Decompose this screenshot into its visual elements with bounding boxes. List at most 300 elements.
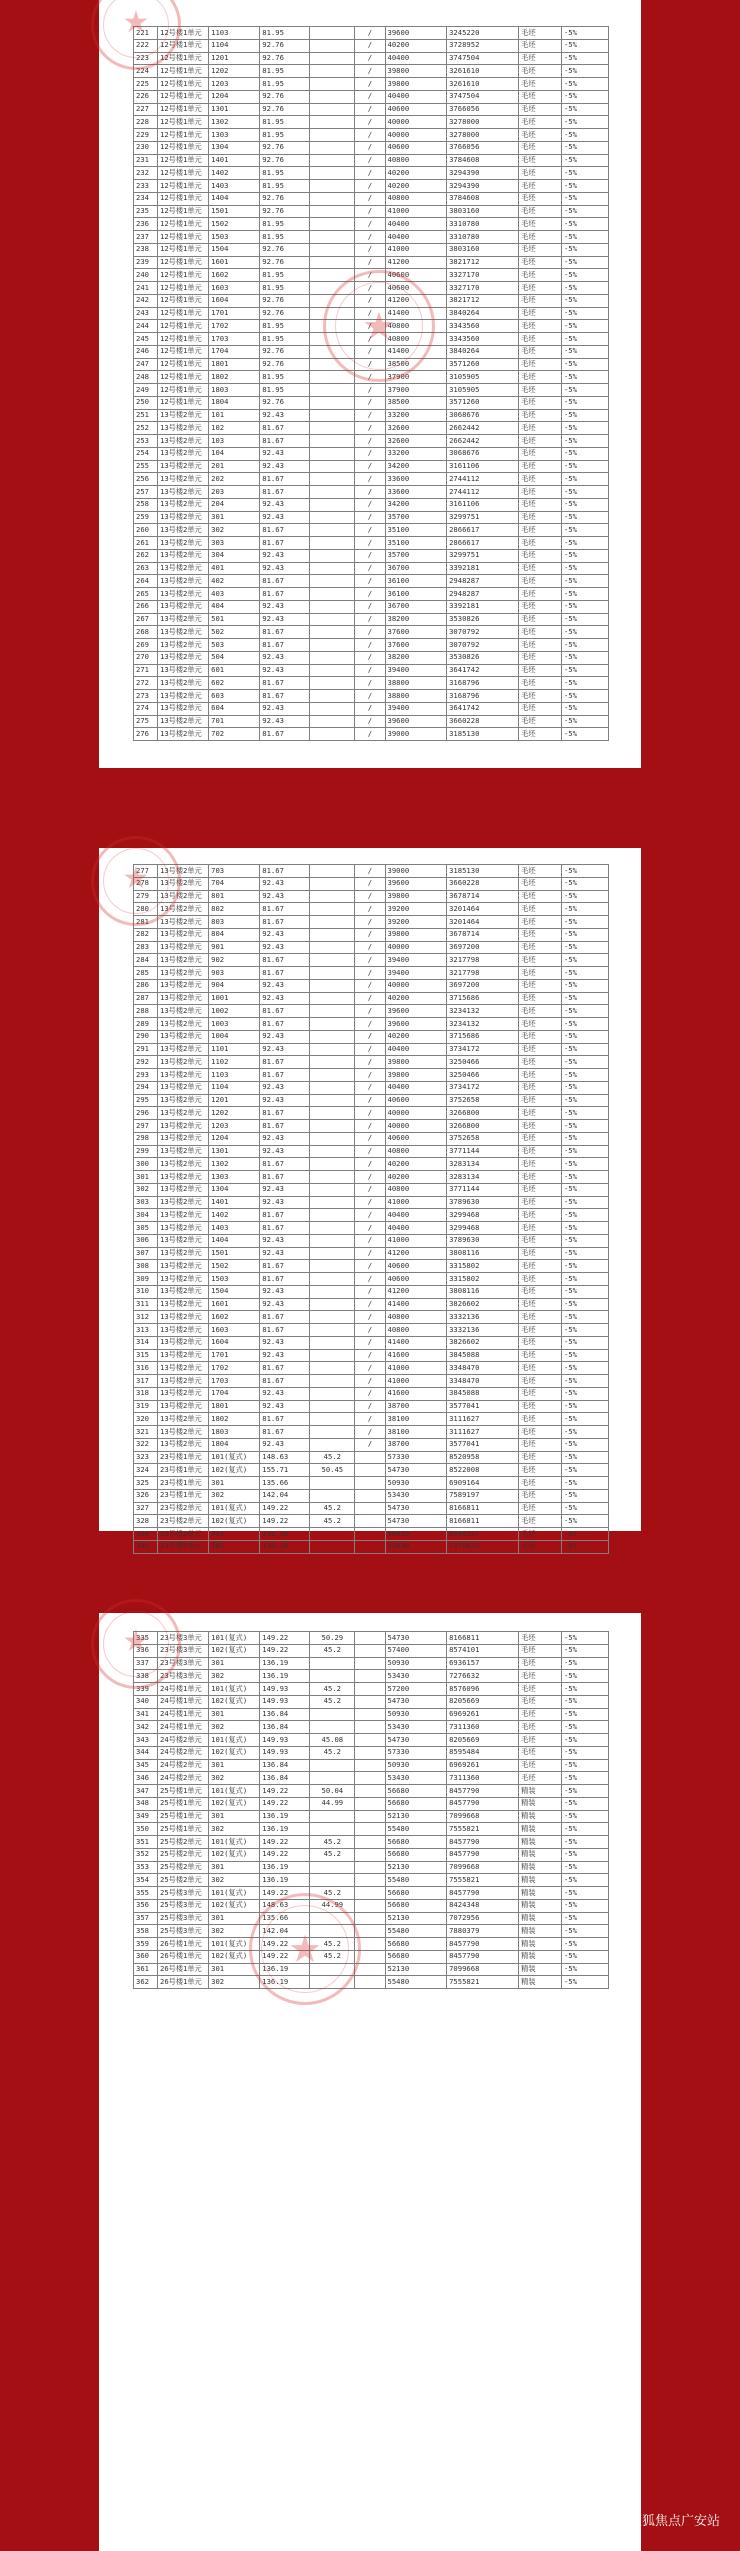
table-cell: /	[355, 205, 385, 218]
table-cell: 149.93	[260, 1746, 310, 1759]
table-cell: 8166811	[447, 1632, 519, 1645]
table-cell: /	[355, 1260, 385, 1273]
table-cell: -5%	[561, 1132, 608, 1145]
table-cell: 毛坯	[519, 690, 562, 703]
table-cell: 155.71	[260, 1464, 310, 1477]
table-row	[134, 1387, 609, 1400]
table-cell: 92.43	[260, 702, 310, 715]
table-cell: -5%	[561, 664, 608, 677]
table-cell: 36100	[385, 588, 447, 601]
table-cell: 3161106	[447, 498, 519, 511]
table-cell	[310, 954, 355, 967]
table-cell: 毛坯	[519, 979, 562, 992]
table-cell: 13号楼2单元	[158, 1056, 209, 1069]
table-cell: 56680	[385, 1797, 447, 1810]
table-cell: 45.2	[310, 1938, 355, 1951]
table-cell	[310, 941, 355, 954]
table-cell: 12号楼1单元	[158, 167, 209, 180]
table-cell: 毛坯	[519, 1158, 562, 1171]
table-cell: -5%	[561, 1759, 608, 1772]
table-cell: 3641742	[447, 702, 519, 715]
table-cell: 1604	[209, 1336, 260, 1349]
table-cell: 81.67	[260, 537, 310, 550]
table-cell: /	[355, 1273, 385, 1286]
table-row	[134, 1734, 609, 1747]
table-cell: 40600	[385, 1260, 447, 1273]
table-cell: 202	[209, 473, 260, 486]
table-row	[134, 218, 609, 231]
table-cell: -5%	[561, 1018, 608, 1031]
table-cell: 13号楼2单元	[158, 588, 209, 601]
table-cell: 25号楼3单元	[158, 1912, 209, 1925]
table-cell: 39800	[385, 1056, 447, 1069]
table-cell: 101(复式)	[209, 1836, 260, 1849]
table-cell: 39600	[385, 1005, 447, 1018]
table-cell: 7099668	[447, 1861, 519, 1874]
table-cell: 304	[209, 549, 260, 562]
table-cell: 3641742	[447, 664, 519, 677]
table-cell: 41600	[385, 1349, 447, 1362]
table-cell: /	[355, 916, 385, 929]
table-cell: 149.22	[260, 1887, 310, 1900]
table-row	[134, 1081, 609, 1094]
table-cell	[355, 1912, 385, 1925]
table-cell: 12号楼1单元	[158, 218, 209, 231]
table-cell: 55480	[385, 1925, 447, 1938]
table-cell: 毛坯	[519, 588, 562, 601]
table-cell: -5%	[561, 1644, 608, 1657]
table-cell: /	[355, 1387, 385, 1400]
table-cell: 254	[134, 447, 158, 460]
table-cell: 13号楼2单元	[158, 562, 209, 575]
table-cell: 毛坯	[519, 549, 562, 562]
table-cell: 81.67	[260, 954, 310, 967]
table-cell: -5%	[561, 294, 608, 307]
table-row	[134, 371, 609, 384]
table-cell: 13号楼2单元	[158, 1005, 209, 1018]
table-cell: 302	[209, 1772, 260, 1785]
table-row	[134, 473, 609, 486]
table-cell: 24号楼2单元	[158, 1734, 209, 1747]
table-cell: 602	[209, 677, 260, 690]
table-cell	[355, 1489, 385, 1502]
table-row	[134, 141, 609, 154]
table-cell: 92.43	[260, 664, 310, 677]
table-cell: 3840264	[447, 345, 519, 358]
table-cell: 7099668	[447, 1810, 519, 1823]
table-row	[134, 1043, 609, 1056]
table-cell	[310, 626, 355, 639]
table-cell	[310, 1069, 355, 1082]
table-cell: -5%	[561, 460, 608, 473]
table-cell	[310, 1413, 355, 1426]
table-cell: 32600	[385, 435, 447, 448]
table-cell: 8595484	[447, 1746, 519, 1759]
table-row	[134, 1861, 609, 1874]
table-cell: 1301	[209, 103, 260, 116]
table-cell: -5%	[561, 967, 608, 980]
table-cell: 81.67	[260, 575, 310, 588]
table-cell	[310, 1657, 355, 1670]
table-cell: 7880379	[447, 1925, 519, 1938]
table-cell: 40000	[385, 941, 447, 954]
table-cell: 40400	[385, 231, 447, 244]
table-cell: /	[355, 1234, 385, 1247]
table-cell: 35100	[385, 524, 447, 537]
table-cell: 12号楼1单元	[158, 358, 209, 371]
table-cell: 7072956	[447, 1912, 519, 1925]
table-cell: 92.43	[260, 1298, 310, 1311]
table-cell: 13号楼2单元	[158, 1120, 209, 1133]
table-cell: 8457790	[447, 1797, 519, 1810]
table-cell: 40600	[385, 103, 447, 116]
table-cell: 45.2	[310, 1451, 355, 1464]
table-cell: 149.93	[260, 1683, 310, 1696]
table-cell: 52130	[385, 1912, 447, 1925]
table-cell: 3734172	[447, 1043, 519, 1056]
table-row	[134, 979, 609, 992]
table-cell: 92.76	[260, 345, 310, 358]
table-cell: 81.67	[260, 690, 310, 703]
table-cell: 40000	[385, 1120, 447, 1133]
table-cell	[310, 1362, 355, 1375]
table-cell: 3068676	[447, 409, 519, 422]
table-cell	[355, 1810, 385, 1823]
table-cell: 2866617	[447, 524, 519, 537]
table-cell	[310, 1183, 355, 1196]
table-cell: 8576096	[447, 1683, 519, 1696]
table-cell	[310, 877, 355, 890]
table-cell: 301	[209, 511, 260, 524]
table-cell: -5%	[561, 205, 608, 218]
table-cell	[310, 1158, 355, 1171]
table-cell: 230	[134, 141, 158, 154]
table-cell: 136.19	[260, 1657, 310, 1670]
table-cell: 1402	[209, 1209, 260, 1222]
table-cell: 13号楼2单元	[158, 992, 209, 1005]
table-cell: 81.67	[260, 626, 310, 639]
table-cell: -5%	[561, 320, 608, 333]
table-cell: -5%	[561, 78, 608, 91]
table-cell: /	[355, 979, 385, 992]
table-cell: 40000	[385, 129, 447, 142]
table-cell: 319	[134, 1400, 158, 1413]
table-cell: 3234132	[447, 1018, 519, 1031]
table-cell: 246	[134, 345, 158, 358]
table-cell: 毛坯	[519, 1387, 562, 1400]
table-cell: 362	[134, 1976, 158, 1989]
table-cell	[310, 613, 355, 626]
table-cell	[310, 1963, 355, 1976]
table-cell: 1502	[209, 218, 260, 231]
table-cell: 39400	[385, 954, 447, 967]
table-cell: 351	[134, 1836, 158, 1849]
table-cell: -5%	[561, 384, 608, 397]
table-cell: 精装	[519, 1950, 562, 1963]
table-cell	[310, 1107, 355, 1120]
table-cell: 3789630	[447, 1234, 519, 1247]
table-cell: 毛坯	[519, 1528, 562, 1541]
table-cell: 毛坯	[519, 715, 562, 728]
table-cell: 33600	[385, 473, 447, 486]
table-cell: 3392181	[447, 562, 519, 575]
table-cell: 毛坯	[519, 1349, 562, 1362]
table-cell: 92.43	[260, 890, 310, 903]
table-cell: 毛坯	[519, 1260, 562, 1273]
table-cell: 3715686	[447, 992, 519, 1005]
table-cell: /	[355, 992, 385, 1005]
table-cell: 毛坯	[519, 639, 562, 652]
table-cell: 23号楼3单元	[158, 1644, 209, 1657]
table-cell: -5%	[561, 702, 608, 715]
table-row	[134, 1158, 609, 1171]
table-cell: 毛坯	[519, 90, 562, 103]
table-cell: 6969261	[447, 1708, 519, 1721]
table-cell	[310, 1120, 355, 1133]
table-cell: 40800	[385, 1324, 447, 1337]
table-cell: -5%	[561, 345, 608, 358]
table-row	[134, 677, 609, 690]
table-cell: 毛坯	[519, 575, 562, 588]
table-row	[134, 890, 609, 903]
table-cell: 33200	[385, 409, 447, 422]
table-row	[134, 626, 609, 639]
table-cell: 81.67	[260, 1273, 310, 1286]
table-cell: 毛坯	[519, 1145, 562, 1158]
table-cell: -5%	[561, 1362, 608, 1375]
table-cell: 毛坯	[519, 967, 562, 980]
table-cell: 2866617	[447, 537, 519, 550]
table-cell: /	[355, 524, 385, 537]
table-cell	[310, 1285, 355, 1298]
table-row	[134, 1183, 609, 1196]
table-cell	[355, 1976, 385, 1989]
table-cell: /	[355, 129, 385, 142]
table-cell: 81.67	[260, 1426, 310, 1439]
table-row	[134, 396, 609, 409]
table-cell: /	[355, 384, 385, 397]
table-cell: 41000	[385, 1375, 447, 1388]
table-cell	[310, 865, 355, 878]
table-row	[134, 1375, 609, 1388]
table-cell: 307	[134, 1247, 158, 1260]
table-cell	[310, 903, 355, 916]
table-cell: 286	[134, 979, 158, 992]
table-cell: 毛坯	[519, 1120, 562, 1133]
table-cell	[355, 1502, 385, 1515]
table-cell: 毛坯	[519, 498, 562, 511]
table-cell: 23号楼1单元	[158, 1477, 209, 1490]
table-cell: /	[355, 1043, 385, 1056]
table-cell: /	[355, 435, 385, 448]
table-cell: 3332136	[447, 1311, 519, 1324]
table-cell: -5%	[561, 218, 608, 231]
table-cell: 13号楼2单元	[158, 1324, 209, 1337]
table-cell: 248	[134, 371, 158, 384]
table-cell: 2744112	[447, 486, 519, 499]
table-cell: /	[355, 626, 385, 639]
table-cell: -5%	[561, 243, 608, 256]
table-row	[134, 192, 609, 205]
table-cell: 3734172	[447, 1081, 519, 1094]
table-cell: 92.43	[260, 1400, 310, 1413]
table-cell: 3766056	[447, 103, 519, 116]
table-cell: -5%	[561, 180, 608, 193]
table-cell: /	[355, 600, 385, 613]
table-cell: 12号楼1单元	[158, 65, 209, 78]
table-cell: -5%	[561, 1375, 608, 1388]
table-cell	[310, 294, 355, 307]
table-cell: 702	[209, 728, 260, 741]
table-cell: 毛坯	[519, 1708, 562, 1721]
table-row	[134, 27, 609, 40]
table-cell: 毛坯	[519, 447, 562, 460]
table-cell: 41600	[385, 1387, 447, 1400]
table-cell: 1303	[209, 1171, 260, 1184]
table-cell: 81.95	[260, 116, 310, 129]
table-cell: 毛坯	[519, 1069, 562, 1082]
table-cell: 12号楼1单元	[158, 269, 209, 282]
table-cell: 41000	[385, 243, 447, 256]
table-cell: 81.95	[260, 180, 310, 193]
table-cell: 40200	[385, 39, 447, 52]
table-cell: 227	[134, 103, 158, 116]
table-row	[134, 103, 609, 116]
table-cell: /	[355, 1285, 385, 1298]
table-cell: -5%	[561, 992, 608, 1005]
table-cell: 13号楼2单元	[158, 1081, 209, 1094]
table-cell: 1502	[209, 1260, 260, 1273]
table-cell: 53430	[385, 1721, 447, 1734]
table-cell: -5%	[561, 1734, 608, 1747]
table-cell: 315	[134, 1349, 158, 1362]
table-cell: 13号楼2单元	[158, 473, 209, 486]
table-cell: 3283134	[447, 1171, 519, 1184]
table-cell: 7276632	[447, 1670, 519, 1683]
table-cell	[355, 1963, 385, 1976]
table-cell: 2662442	[447, 422, 519, 435]
table-cell: 275	[134, 715, 158, 728]
table-cell: 401	[209, 562, 260, 575]
table-cell: -5%	[561, 1502, 608, 1515]
table-cell: 92.43	[260, 928, 310, 941]
table-cell	[310, 447, 355, 460]
table-cell: 2948287	[447, 588, 519, 601]
table-cell: 3299468	[447, 1222, 519, 1235]
table-cell: 303	[134, 1196, 158, 1209]
table-cell: 803	[209, 916, 260, 929]
table-cell	[355, 1515, 385, 1528]
table-cell: 38200	[385, 651, 447, 664]
table-cell: 40200	[385, 1030, 447, 1043]
table-cell: 13号楼2单元	[158, 422, 209, 435]
table-row	[134, 39, 609, 52]
table-cell: -5%	[561, 1963, 608, 1976]
table-cell: 601	[209, 664, 260, 677]
table-cell: 毛坯	[519, 167, 562, 180]
table-cell: 92.43	[260, 1132, 310, 1145]
table-row	[134, 600, 609, 613]
table-cell: 毛坯	[519, 1772, 562, 1785]
table-cell: 284	[134, 954, 158, 967]
table-cell: 238	[134, 243, 158, 256]
table-cell: 12号楼1单元	[158, 39, 209, 52]
table-row	[134, 651, 609, 664]
table-cell: 288	[134, 1005, 158, 1018]
table-cell: 13号楼2单元	[158, 1030, 209, 1043]
table-cell: 92.76	[260, 294, 310, 307]
table-cell: 7555821	[447, 1976, 519, 1989]
table-cell: 92.43	[260, 1030, 310, 1043]
table-cell: 346	[134, 1772, 158, 1785]
table-cell: /	[355, 141, 385, 154]
table-cell: 13号楼2单元	[158, 447, 209, 460]
table-cell: 50930	[385, 1528, 447, 1541]
table-cell: 13号楼2单元	[158, 1273, 209, 1286]
table-cell: 349	[134, 1810, 158, 1823]
table-cell: 55480	[385, 1823, 447, 1836]
table-cell: 136.84	[260, 1772, 310, 1785]
table-cell: 40800	[385, 154, 447, 167]
table-cell: 301	[209, 1912, 260, 1925]
table-cell: 101(复式)	[209, 1451, 260, 1464]
table-cell: 136.19	[260, 1670, 310, 1683]
table-cell: 毛坯	[519, 1030, 562, 1043]
table-cell: 41400	[385, 345, 447, 358]
table-cell: 136.19	[260, 1874, 310, 1887]
table-row	[134, 1746, 609, 1759]
table-cell: 13号楼2单元	[158, 409, 209, 422]
table-cell	[310, 282, 355, 295]
table-cell: 41000	[385, 205, 447, 218]
table-cell	[355, 1632, 385, 1645]
table-cell: 毛坯	[519, 1018, 562, 1031]
table-cell: 13号楼2单元	[158, 1222, 209, 1235]
table-cell: 149.22	[260, 1938, 310, 1951]
table-cell: 精装	[519, 1938, 562, 1951]
table-cell: 903	[209, 967, 260, 980]
table-cell: 302	[209, 1976, 260, 1989]
table-cell: 精装	[519, 1836, 562, 1849]
table-cell: 1202	[209, 65, 260, 78]
table-cell: 23号楼3单元	[158, 1657, 209, 1670]
table-cell	[355, 1451, 385, 1464]
table-cell: 毛坯	[519, 129, 562, 142]
table-row	[134, 129, 609, 142]
table-cell: 毛坯	[519, 1324, 562, 1337]
table-cell: 13号楼2单元	[158, 511, 209, 524]
table-cell: -5%	[561, 1657, 608, 1670]
table-cell: 23号楼1单元	[158, 1489, 209, 1502]
table-cell: 355	[134, 1887, 158, 1900]
table-cell: 毛坯	[519, 1683, 562, 1696]
table-cell	[310, 1171, 355, 1184]
table-cell: -5%	[561, 877, 608, 890]
table-cell: -5%	[561, 941, 608, 954]
table-cell: -5%	[561, 409, 608, 422]
table-cell: 603	[209, 690, 260, 703]
table-cell: 56680	[385, 1848, 447, 1861]
table-cell: /	[355, 1349, 385, 1362]
table-cell: 3327170	[447, 282, 519, 295]
table-cell: 6936157	[447, 1657, 519, 1670]
table-cell: 136.84	[260, 1708, 310, 1721]
table-row	[134, 549, 609, 562]
table-cell: 3278000	[447, 116, 519, 129]
table-cell: 804	[209, 928, 260, 941]
table-cell: 296	[134, 1107, 158, 1120]
table-row	[134, 1311, 609, 1324]
